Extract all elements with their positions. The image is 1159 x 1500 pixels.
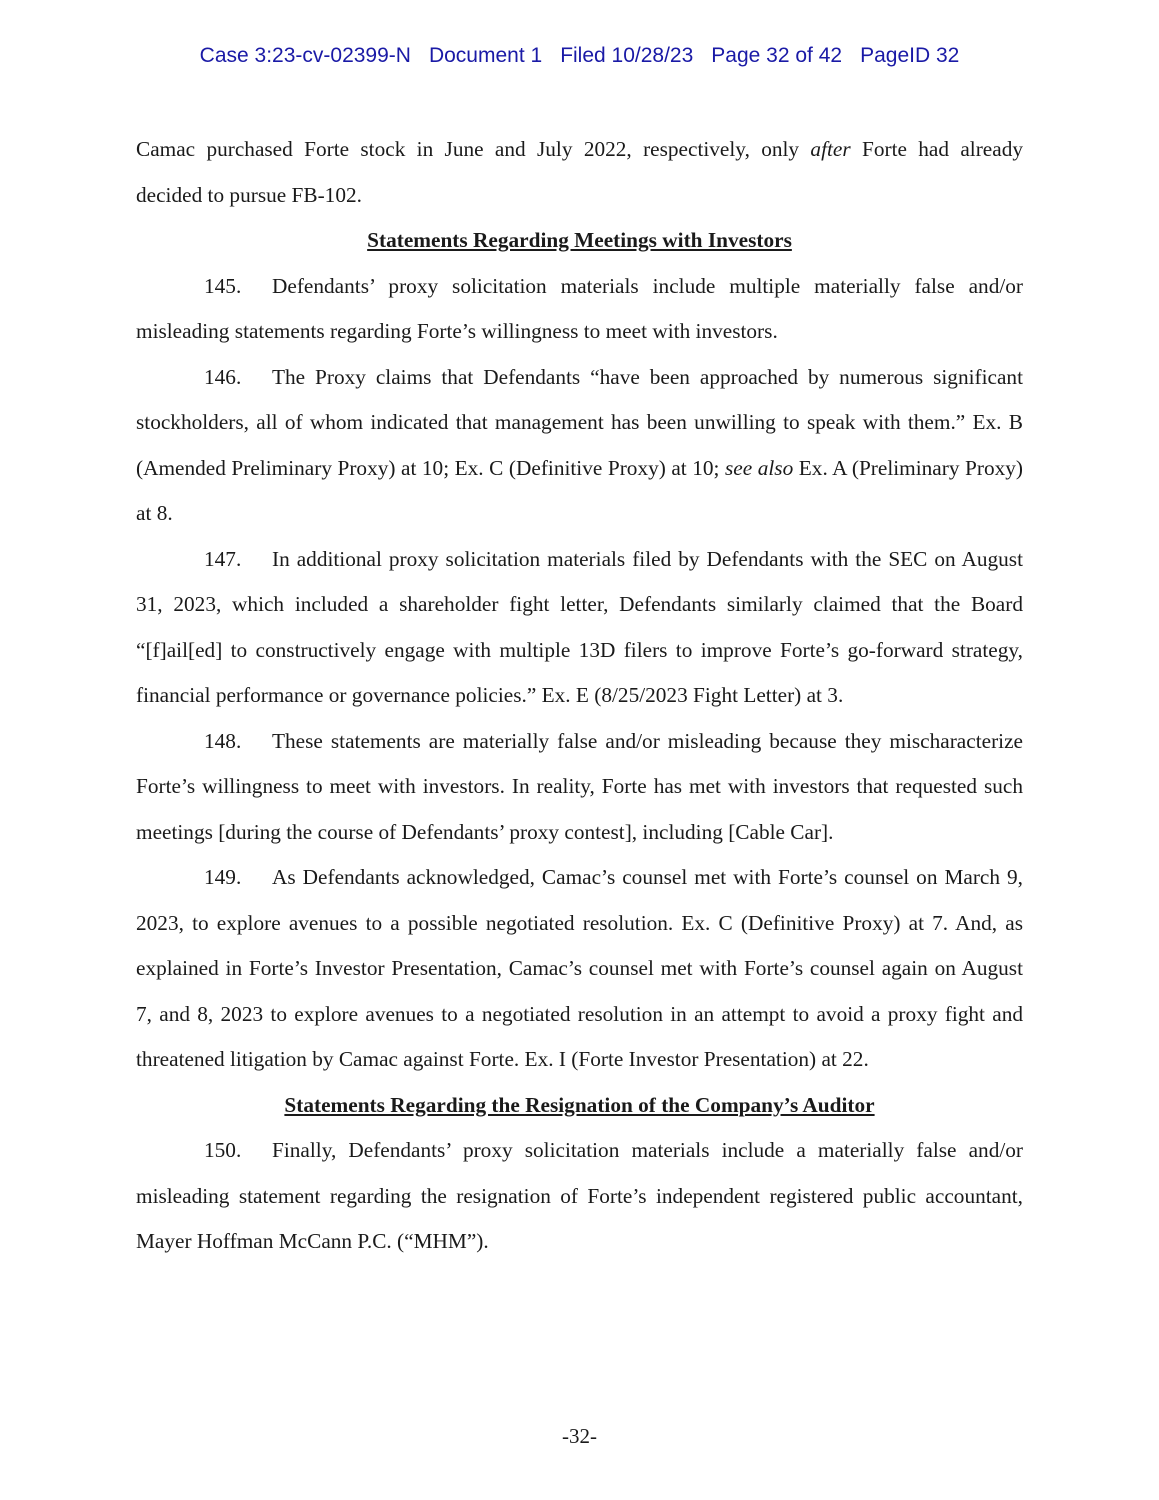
document-body bbox=[136, 127, 1023, 1265]
section-heading-auditor: Statements Regarding the Resignation of the Company’s Auditor bbox=[284, 1092, 875, 1117]
italic-text: see also bbox=[725, 455, 794, 480]
text-run: Camac purchased Forte stock in June and July 2022, respectively, only bbox=[136, 137, 811, 161]
paragraph-number: 150. bbox=[204, 1138, 242, 1162]
paragraph-text: Defendants’ proxy solicitation materials include multiple materially false and/or misleading statements regarding Forte’s willingness to meet with investors. bbox=[136, 273, 1023, 343]
paragraph-number: 147. bbox=[204, 546, 242, 571]
italic-text: after bbox=[810, 137, 851, 161]
paragraph-text: As Defendants acknowledged, Camac’s counsel met with Forte’s counsel on March 9, 2023, to explore avenues to a possible negotiated resolution. Ex. C (Definitive Proxy) at 7. And, as explained in Forte’s Investor Presentation, Camac’s counsel met with Forte’s counsel again on August 7, and 8, 2023 to explore avenues to a negotiated resolution in an attempt to avoid a proxy fight and threatened litigation by Camac against Forte. Ex. I (Forte Investor Presentation) at 22. bbox=[136, 865, 1023, 1071]
filed-date: Filed 10/28/23 bbox=[560, 44, 694, 67]
paragraph-text: These statements are materially false and/or misleading because they mischaracterize Forte’s willingness to meet with investors. In reality, Forte has met with investors that requested such meetings [during the course of Defendants’ proxy contest], including [Cable Car]. bbox=[136, 728, 1023, 844]
paragraph-145 bbox=[136, 264, 1023, 355]
case-number: Case 3:23-cv-02399-N bbox=[199, 44, 411, 67]
page-number-footer: -32- bbox=[562, 1424, 597, 1448]
paragraph-number: 149. bbox=[204, 865, 242, 889]
case-header bbox=[0, 44, 1159, 68]
document-number: Document 1 bbox=[428, 44, 543, 67]
paragraph-text: In additional proxy solicitation materials filed by Defendants with the SEC on August 31, 2023, which included a shareholder fight letter, Defendants similarly claimed that the Board “[f]ail[ed] to constructively engage with multiple 13D filers to improve Forte’s go-forward strategy, financial performance or governance policies.” Ex. E (8/25/2023 Fight Letter) at 3. bbox=[136, 546, 1023, 707]
page-id: PageID 32 bbox=[860, 44, 960, 67]
paragraph-146 bbox=[136, 355, 1023, 537]
text-run: Forte had already bbox=[850, 137, 1023, 161]
paragraph-number: 145. bbox=[204, 273, 242, 298]
continuation-line-2: decided to pursue FB-102. bbox=[136, 182, 362, 207]
paragraph-number: 148. bbox=[204, 728, 242, 753]
section-heading-meetings: Statements Regarding Meetings with Investors bbox=[367, 228, 792, 252]
page-count: Page 32 of 42 bbox=[711, 44, 843, 67]
continuation-line-1 bbox=[136, 127, 1023, 173]
paragraph-text: The Proxy claims that Defendants “have been approached by numerous significant stockholders, all of whom indicated that management has been unwilling to speak with them.” Ex. B (Amended Preliminary Proxy) at 10; Ex. C (Definitive Proxy) at 10; bbox=[136, 364, 1023, 480]
paragraph-150 bbox=[136, 1128, 1023, 1265]
paragraph-number: 146. bbox=[204, 364, 242, 389]
paragraph-text: Ex. A (Preliminary Proxy) at 8. bbox=[136, 455, 1023, 525]
paragraph-147 bbox=[136, 537, 1023, 719]
paragraph-text: Finally, Defendants’ proxy solicitation materials include a materially false and/or misleading statement regarding the resignation of Forte’s independent registered public accountant, Mayer Hoffman McCann P.C. (“MHM”). bbox=[136, 1138, 1023, 1253]
paragraph-148 bbox=[136, 719, 1023, 856]
paragraph-149 bbox=[136, 855, 1023, 1083]
